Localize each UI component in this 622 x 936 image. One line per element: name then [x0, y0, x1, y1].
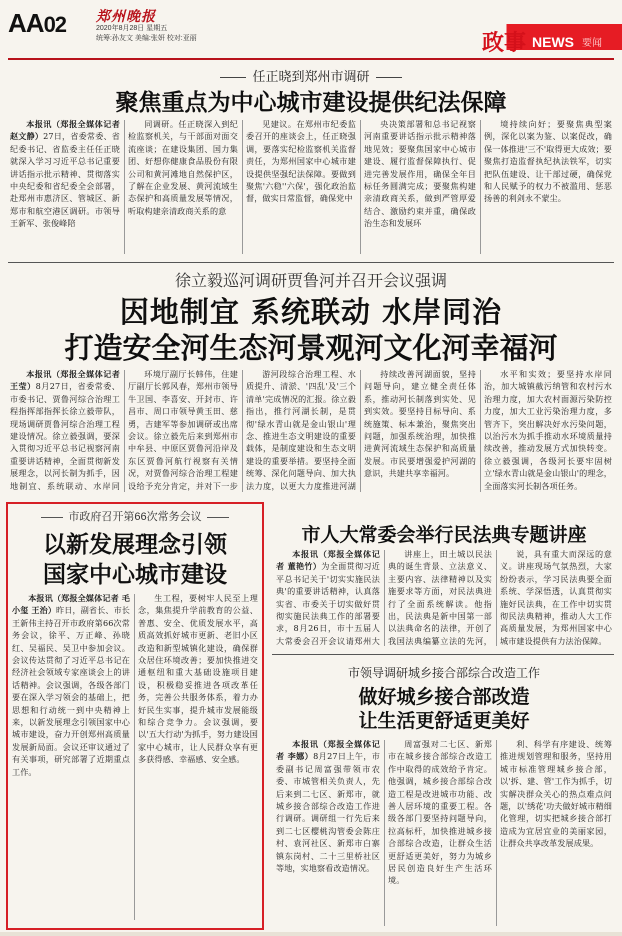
divider-1: [8, 262, 614, 263]
top-rule: [8, 58, 614, 60]
divider-2: [272, 654, 614, 655]
story2-col-2: [128, 368, 238, 494]
story4-col-1: [276, 548, 380, 648]
section-english: NEWS: [532, 33, 574, 50]
story5-col-1: [276, 738, 380, 930]
story2-byline: 本报讯（郑报全媒体记者 王莹）: [10, 369, 120, 392]
section-mark: [482, 26, 602, 57]
story4-byline: 本报讯（郑报全媒体记者 董艳竹）: [276, 549, 380, 572]
story5-headline-2: 让生活更舒适更美好: [358, 710, 530, 732]
story2-text-4: 持续改善河湖面貌，坚持问题导向，建立健全责任体系，推动河长制落到实处、见到实效。要坚持目标导向、系统施策、标本兼治，聚焦突出问题，加强系统治理，加快推进黄河流域生态保护和高质量发展。市民要增强爱护河湖的意识，共建共享幸福河。: [364, 369, 476, 479]
story5-kicker-text: 市领导调研城乡接合部综合改造工作: [347, 666, 540, 680]
story1-kicker: [0, 66, 622, 85]
story3-text-1: 昨日，副省长、市长王新伟主持召开市政府第66次常务会议，徐平、万正峰、孙晓红、吴福民、吴卫中参加会议。会议传达贯彻了习近平总书记在经济社会领域专家座谈会上的讲话精神。会议强调，各级各部门要在深入学习领会的基础上，把思想和行动统一到中央精神上来，以新发展理念引领国家中心城市建设，奋力开创郑州高质量发展新局面。会议还审议通过了有关事项，研究部署了近期重点工作。: [12, 605, 130, 777]
story3-col-2: [138, 592, 258, 924]
story1-kicker-text: 任正晓到郑州市调研: [252, 69, 370, 84]
story5-col-3: [500, 738, 612, 930]
story4-text-3: 说，具有重大而深远的意义。讲座现场气氛热烈，大家纷纷表示，学习民法典要全面系统、学深悟透，认真贯彻实施好民法典，在工作中切实贯彻民法典精神，推动人大工作高质量发展，为郑州国家中心城市建设提供有力法治保障。: [500, 549, 612, 646]
story3-headline-1: 以新发展理念引领: [43, 531, 227, 558]
story1-headline: 聚焦重点为中心城市建设提供纪法保障: [115, 89, 507, 116]
story2-headline-1: 因地制宜 系统联动 水岸同治: [119, 295, 503, 329]
story1-text-3: 见建议。在郑州市纪委监委召开的座谈会上，任正晓强调，要落实纪检监察机关监督责任，为郑州国家中心城市建设提供坚强纪法保障。要做到聚焦'六稳''六保'，强化政治监督，做实日常监督，确保党中: [246, 119, 356, 204]
story4-col-2: [388, 548, 492, 648]
story4-text-2: 讲座上，田土城以民法典的诞生背景、立法意义、主要内容、法律精神以及实施要求等方面，对民法典进行了全面系统解读。他指出，民法典是新中国第一部以法典命名的法律，开创了我国法典编纂立法的先河，: [388, 549, 492, 646]
story2-text-3: 游河段综合治理工程、水质提升、清淤、'四乱'及'三个清单'完成情况的汇报。徐立毅指出，推行河湖长制，是贯彻'绿水青山就是金山银山'理念、推进生态文明建设的重要载体，是制度建设和生态文明建设的重要举措。要坚持全面统筹、深化问题导向、加大执法力度，以更大力度推进河湖: [246, 369, 356, 491]
story1-byline: 本报讯（郑报全媒体记者 赵文静）: [10, 119, 120, 142]
story1-text-4: 央决策部署和总书记视察河南重要讲话指示批示精神落地见效；要聚焦国家中心城市建设、履行监督保障执行、促进完善发展作用，确保全年目标任务圆满完成；要聚焦构建亲清政商关系，做到严管厚爱结合、激励约束并重，确保政治生态和发展环: [364, 119, 476, 229]
story5-text-2: 周富强对二七区、新郑市在城乡接合部综合改造工作中取得的成效给予肯定。他强调，城乡接合部综合改造工程是改进城市功能、改善人居环境的重要工程。各级各部门要坚持问题导向，拉高标杆，加快推进城乡接合部综合改造，让群众生活更舒适更美好，努力为城乡居民创造良好生产生活环境。: [388, 739, 492, 886]
page-num: 02: [43, 12, 67, 37]
story1-col-3: [246, 118, 356, 258]
story1-col-1: [10, 118, 120, 258]
page-code: AA: [8, 8, 44, 38]
story2-headline-2: 打造安全河生态河景观河文化河幸福河: [64, 331, 558, 365]
story1-col-5: [484, 118, 612, 258]
story2-kicker: [0, 268, 622, 291]
story3-col-1: [12, 592, 130, 924]
story2-kicker-text: 徐立毅巡河调研贾鲁河并召开会议强调: [174, 273, 447, 290]
masthead: [0, 0, 622, 62]
story5-text-3: 利、科学有序建设、统筹推进规划管理和服务，坚持用城市标准管理城乡接合部，以'拆、建、管'工作为抓手，切实解决群众关心的热点难点问题，以'绣花'功夫做好城市精细化管理，切实把城乡接合部打造成为宜居宜业的美丽家园，让群众共享改革发展成果。: [500, 739, 612, 849]
story2-col-1: [10, 368, 120, 494]
story4-headline: 市人大常委会举行民法典专题讲座: [301, 524, 587, 546]
story2-col-5: [484, 368, 612, 494]
story5-kicker: [272, 664, 616, 681]
story5-byline: 本报讯（郑报全媒体记者 李娜）: [276, 739, 380, 762]
story5-col-2: [388, 738, 492, 930]
story2-text-5: 水平和实效；要坚持水岸同治，加大城镇截污纳管和农村污水治理力度，加大农村面源污染防控力度，加大工业污染治理力度，多管齐下，突出解决好水污染问题，以治污水为抓手推动水环境质量持续改善，推动发展方式加快转变。徐立毅强调，各级河长要牢固树立'绿水青山就是金山银山'的理念，全面落实河长制各项任务。: [484, 369, 612, 491]
story1-col-4: [364, 118, 476, 258]
story3-byline: 本报讯（郑报全媒体记者 毛小玺 王治）: [12, 593, 130, 616]
story2-text-1: 8月27日，省委常委、市委书记、贾鲁河综合治理工程指挥部指挥长徐立毅带队，现场调研贾鲁河综合治理工程建设情况。徐立毅强调，要深入贯彻习近平总书记视察河南重要讲话精神，全面贯彻新发展理念，以河长制为抓手，因地制宜、系统联动、水岸同: [10, 381, 120, 491]
page-bottom-edge: [0, 932, 622, 936]
editors-line: 统筹:孙友文 美编:张妍 校对:亚丽: [96, 35, 197, 42]
story3-headline-2: 国家中心城市建设: [43, 561, 227, 588]
section-name: 政事: [481, 30, 526, 56]
story5-text-1: 8月27日上午，市委副书记周富强带领市农委、市城管相关负责人，先后来到二七区、新郑市，就城乡接合部综合改造工作进行调研。调研组一行先后来到二七区樱桃沟管委会陈庄村、袁河社区、新郑市白寨镇东岗村、二十三里桥社区等地，实地察看改造情况。: [276, 751, 380, 874]
story1-text-2: 同调研。任正晓深入到纪检监察机关，与干部面对面交流座谈；在建设集团、国力集团、好想你健康食品股份有限公司和黄河滩地自然保护区，了解在企业发展、黄河流域生态保护和高质量发展等情况，听取构建亲清政商关系的意: [128, 119, 238, 216]
page-number: [8, 8, 66, 39]
story1-col-2: [128, 118, 238, 258]
story2-col-3: [246, 368, 356, 494]
story2-col-4: [364, 368, 476, 494]
story3-text-2: 生工程，要树牢人民至上理念，集焦提升学前教育的公益、普惠、安全、优质发展水平，高质高效抓好城市更新、老旧小区改造和新型城镇化建设，确保群众居住环境改善；要加快推进交通枢纽和重大基础设施项目建设，积极稳妥推进各项改革任务，完善公共服务体系，着力办好民生实事，提升城市发展能级和综合竞争力。会议强调，要以'五大行动'为抓手，努力建设国家中心城市，让人民群众享有更多获得感、幸福感、安全感。: [138, 593, 258, 765]
story2-text-2: 环境厅副厅长韩伟，住建厅副厅长郭风春，郑州市领导牛卫国、李喜安、开封市、许昌市、周口市领导黄玉田、慈勇，吉建军等参加调研或出席会议。徐立毅先后来到郑州市中牟县、中原区贾鲁河沿岸及东区贾鲁河航行视察有关情况，对贾鲁河综合治理工程建设给予充分肯定，并对下一步: [128, 369, 238, 491]
story1-text-1: 27日，省委常委、省纪委书记、省监委主任任正晓就深入学习习近平总书记重要讲话指示批示精神、贯彻落实中央纪委和省纪委全会部署，赴郑州市惠济区、管城区、新郑市和航空港区调研。市领导王新军、张俊峰陪: [10, 131, 120, 229]
date-line: 2020年8月28日 星期五: [96, 25, 168, 32]
story3-kicker: [6, 508, 264, 524]
story4-text-1: 为全面贯彻习近平总书记关于'切实实施民法典'的重要讲话精神，认真落实省、市委关于切实做好贯彻实施民法典工作的部署要求，8月26日，市十五届人大常委会召开会议请郑州大: [276, 561, 380, 646]
story5-headline-1: 做好城乡接合部改造: [358, 686, 530, 708]
story3-kicker-text: 市政府召开第66次常务会议: [68, 511, 202, 523]
paper-logo: 郑州晚报: [96, 9, 156, 25]
story4-col-3: [500, 548, 612, 648]
story1-text-5: 境持续向好；要聚焦典型案例，深化以案为鉴、以案促改，确保一体推进'三不'取得更大成效；要聚焦打造监督执纪执法铁军，切实把队伍建设、让干部过硬，确保党和人民赋予的权力不被滥用、惩恶扬善的利剑永不蒙尘。: [484, 119, 612, 204]
section-sub: 要闻: [582, 38, 602, 49]
